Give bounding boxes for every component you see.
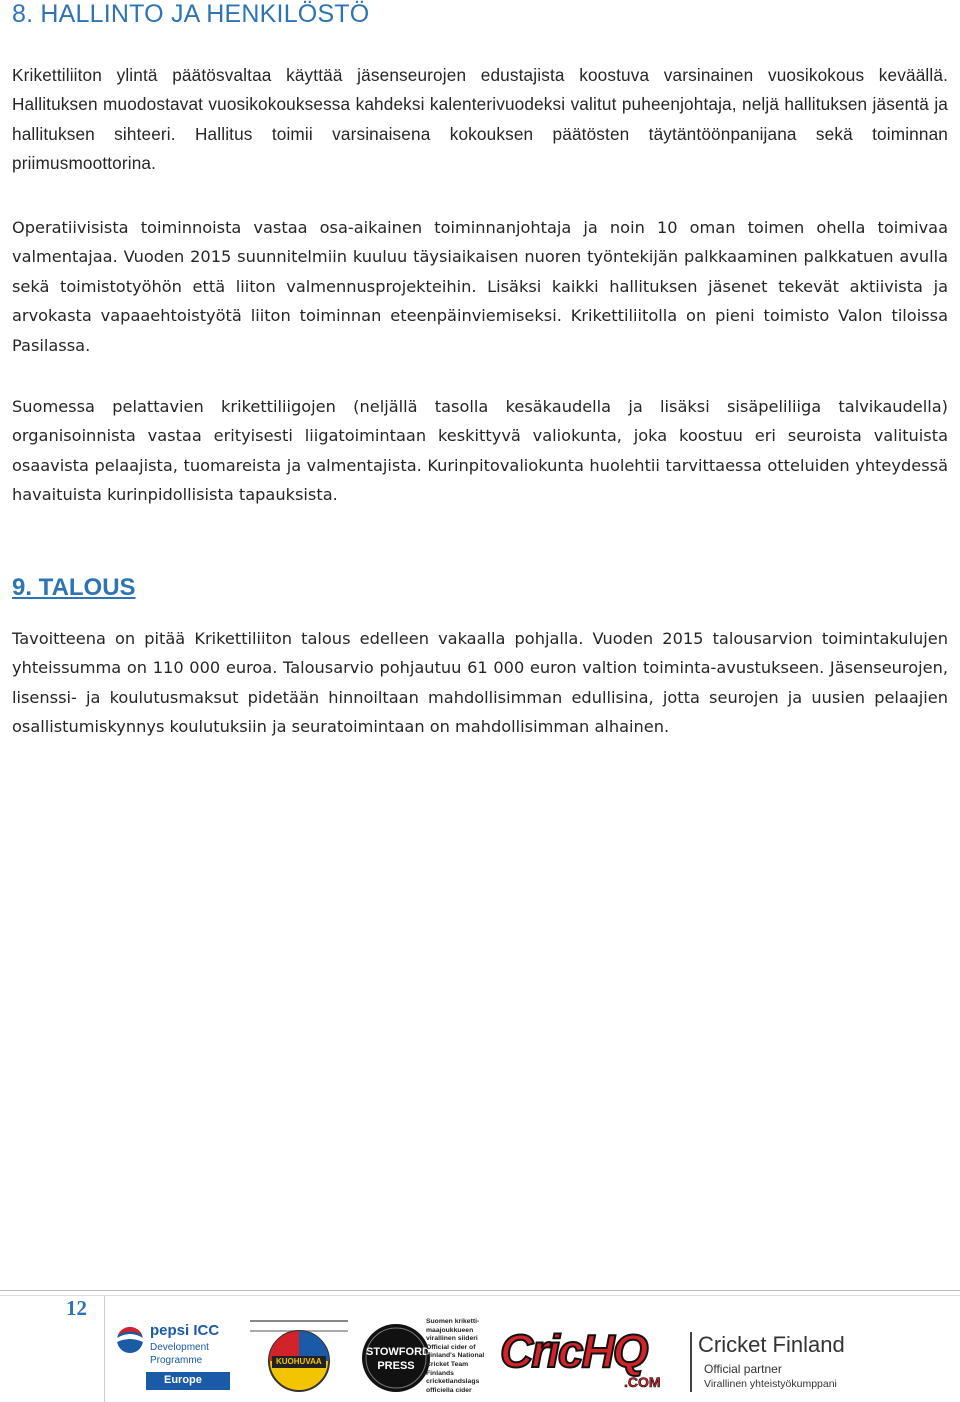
- logo-divider: [690, 1332, 692, 1392]
- stowford-note-line-3: Official cider of: [426, 1343, 476, 1351]
- crichq-logo: [500, 1324, 686, 1396]
- stowford-note-line-7: cricketlandslags: [426, 1378, 480, 1386]
- pepsi-line4: Europe: [164, 1374, 202, 1386]
- crichq-sub: .COM: [624, 1374, 661, 1390]
- stowford-line2: PRESS: [377, 1360, 415, 1372]
- cricket-finland-title: Cricket Finland: [698, 1332, 845, 1357]
- stowford-note-line-1: maajoukkueen: [426, 1326, 474, 1334]
- footer-rule: [0, 1290, 960, 1296]
- section-8-heading: 8. HALLINTO JA HENKILÖSTÖ: [12, 0, 370, 28]
- stowford-line1: STOWFORD: [366, 1346, 430, 1358]
- section-9-heading: 9. TALOUS: [12, 574, 136, 601]
- cricket-finland-logo: [698, 1332, 948, 1396]
- crichq-word: CricHQ: [500, 1325, 647, 1377]
- cricket-finland-line2: Virallinen yhteistyökumppani: [704, 1378, 837, 1390]
- stowford-note-line-5: Cricket Team: [426, 1360, 469, 1368]
- footer-divider: [104, 1296, 105, 1402]
- stowford-note-line-6: Finlands: [426, 1369, 454, 1377]
- section-9-paragraph-1: Tavoitteena on pitää Krikettiliiton talous edelleen vakaalla pohjalla. Vuoden 2015 talousarvion toimintakulujen yhteissumma on 110 000 euroa. Talousarvio pohjautuu 61 000 euron valtion toiminta-avustukseen. Jäsenseurojen, lisenssi- ja koulutusmaksut pidetään hinnoiltaan mahdollisimman edullisina, jotta seurojen ja uusien pelaajien osallistumiskynnys koulutuksiin ja seuratoimintaan on mahdollisimman alhainen.: [12, 629, 948, 737]
- stowford-note-line-4: Finland's National: [426, 1352, 485, 1360]
- stowford-note-line-8: officiella cider: [426, 1386, 472, 1394]
- pepsi-icc-logo: [112, 1318, 236, 1396]
- stowford-note: [426, 1318, 502, 1396]
- stowford-press-logo: [360, 1320, 432, 1396]
- page-number: 12: [66, 1296, 87, 1320]
- pepsi-line3: Programme: [150, 1355, 203, 1366]
- pepsi-line1: pepsi ICC: [150, 1322, 220, 1339]
- stowford-note-line-0: Suomen kriketti-: [426, 1318, 480, 1325]
- kuohuvaa-logo: [246, 1318, 352, 1396]
- section-8-paragraph-3: Suomessa pelattavien krikettiliigojen (neljällä tasolla kesäkaudella ja lisäksi sisäpeliliiga talvikaudella) organisoinnista vastaa erityisesti liigatoimintaan keskittyvä valiokunta, joka koostuu eri seuroista valituista osaavista pelaajista, tuomareista ja valmentajista. Kurinpitovaliokunta huolehtii tarvittaessa otteluiden yhteydessä havaituista kurinpidollisista tapauksista.: [12, 397, 948, 505]
- stowford-seal-icon: [360, 1320, 432, 1396]
- cricket-finland-line1: Official partner: [704, 1362, 782, 1376]
- pepsi-line2: Development: [150, 1342, 209, 1353]
- section-8-paragraph-2: Operatiivisista toiminnoista vastaa osa-aikainen toiminnanjohtaja ja noin 10 oman toimen ohella toimivaa valmentajaa. Vuoden 2015 suunnitelmiin kuuluu täysiaikaisen nuoren työntekijän palkkaaminen palkkatuen avulla sekä toimistotyöhön että liiton valmennusprojekteihin. Lisäksi kaikki hallituksen jäsenet tekevät aktiivista ja arvokasta vapaaehtoistyötä liiton toiminnan eteenpäinviemiseksi. Krikettiliitolla on pieni toimisto Valon tiloissa Pasilassa.: [12, 218, 948, 355]
- stowford-note-line-2: virallinen siideri: [426, 1335, 478, 1343]
- section-8-paragraph-1: Krikettiliiton ylintä päätösvaltaa käyttää jäsenseurojen edustajista koostuva varsinainen vuosikokous keväällä. Hallituksen muodostavat vuosikokouksessa kahdeksi kalenterivuodeksi valitut puheenjohtaja, neljä hallituksen jäsentä ja hallituksen sihteeri. Hallitus toimii varsinaisena kokouksen päätösten täytäntöönpanijana sekä toiminnan priimusmoottorina.: [12, 65, 948, 174]
- kuohuvaa-label: KUOHUVAA: [276, 1357, 322, 1366]
